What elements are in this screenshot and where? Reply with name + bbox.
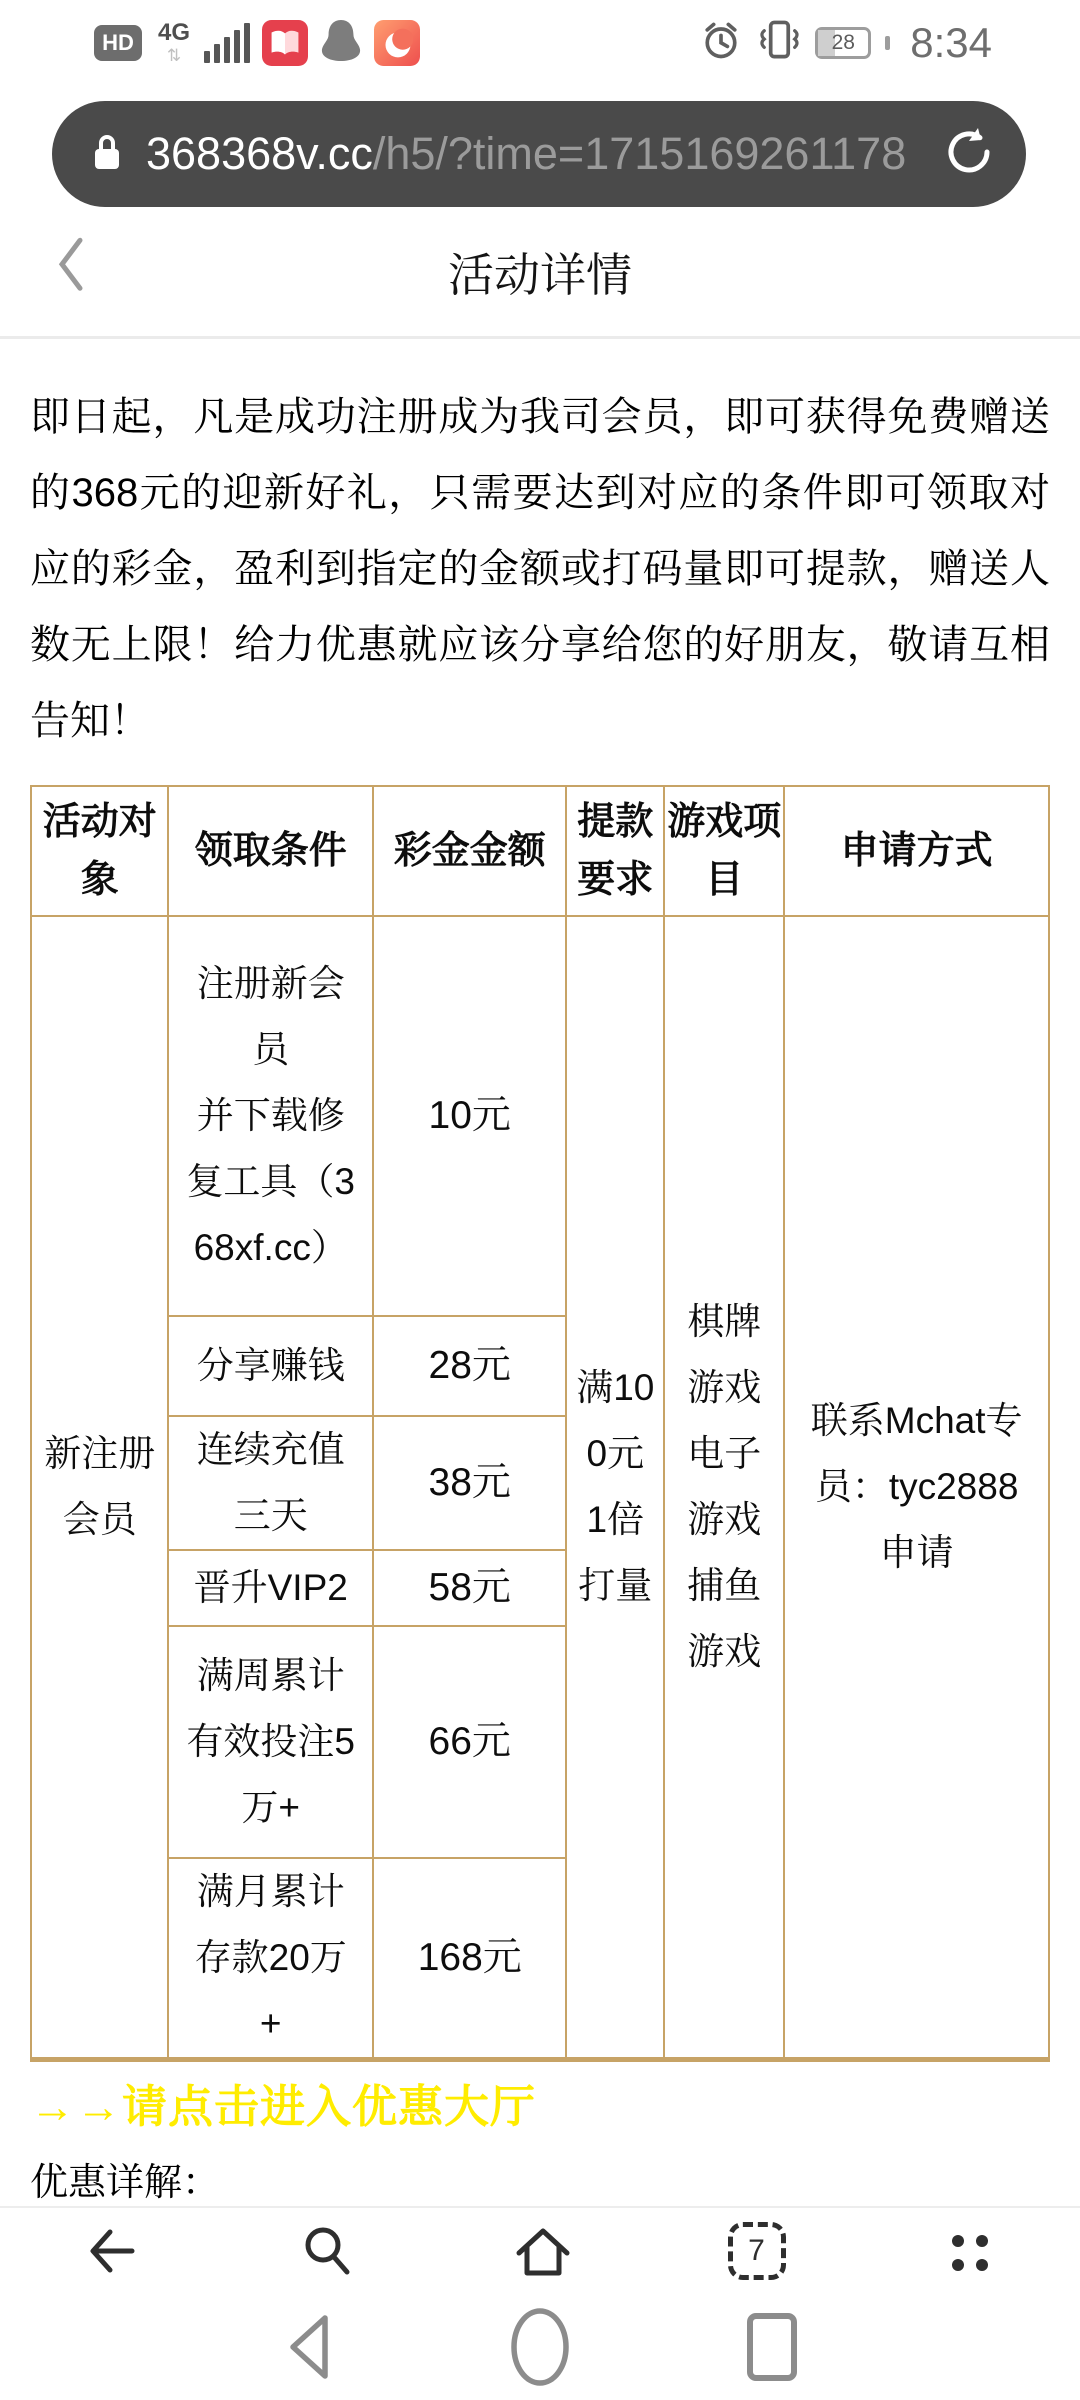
- signal-strength-icon: [204, 23, 250, 63]
- network-type-label: 4G: [158, 19, 191, 47]
- game-item: 捕鱼游戏: [687, 1565, 762, 1673]
- nav-back-icon[interactable]: [279, 2308, 337, 2386]
- page-title: 活动详情: [448, 248, 632, 301]
- col-header-condition: 领取条件: [168, 786, 373, 916]
- col-header-amount: 彩金金额: [373, 786, 566, 916]
- nav-recents-icon[interactable]: [743, 2307, 801, 2387]
- back-icon[interactable]: [52, 234, 88, 299]
- condition-line: 注册新会员: [196, 963, 345, 1071]
- audience-cell: 新注册会员: [31, 916, 168, 2060]
- apply-line: 申请: [879, 1532, 954, 1574]
- battery-icon: [815, 27, 871, 59]
- condition-cell: 晋升VIP2: [168, 1550, 373, 1626]
- condition-cell: 满周累计有效投注5万+: [168, 1626, 373, 1858]
- tab-count: 7: [748, 2233, 765, 2267]
- condition-cell: 连续充值三天: [168, 1416, 373, 1550]
- col-header-audience: 活动对象: [31, 786, 168, 916]
- web-content: [0, 339, 1080, 2206]
- hd-badge: [94, 25, 142, 61]
- reading-app-icon: [262, 20, 308, 66]
- system-nav-bar: [0, 2293, 1080, 2400]
- promo-table: [30, 785, 1050, 2062]
- table-row: [31, 916, 1049, 1316]
- apply-cell: [784, 916, 1049, 2060]
- amount-cell: 38元: [373, 1416, 566, 1550]
- browser-toolbar: [0, 2206, 1080, 2293]
- status-bar: [0, 0, 1080, 85]
- battery-percent: 28: [831, 30, 855, 54]
- data-arrows-icon: ⇅: [166, 46, 182, 66]
- amount-cell: 168元: [373, 1858, 566, 2060]
- hd-label: HD: [102, 29, 134, 55]
- promo-hall-link[interactable]: →→请点击进入优惠大厅: [30, 2081, 537, 2133]
- status-time: 8:34: [910, 18, 992, 66]
- moon-app-icon: [374, 20, 420, 66]
- alarm-clock-icon: [699, 18, 743, 67]
- browser-back-icon[interactable]: [80, 2219, 144, 2283]
- home-icon[interactable]: [509, 2219, 577, 2283]
- detail-heading: 优惠详解：: [30, 2162, 221, 2205]
- game-item: 棋牌游戏: [687, 1301, 762, 1409]
- amount-cell: 28元: [373, 1316, 566, 1416]
- intro-paragraph: 即日起，凡是成功注册成为我司会员，即可获得免费赠送的368元的迎新好礼，只需要达到对应的条件即可领取对应的彩金，盈利到指定的金额或打码量即可提款，赠送人数无上限！给力优惠就应该分享给您的好朋友，敬请互相告知！: [30, 395, 1050, 744]
- url-bar-section: [0, 85, 1080, 207]
- withdraw-line: 满100元: [576, 1367, 655, 1475]
- col-header-apply: 申请方式: [784, 786, 1049, 916]
- condition-line: 并下载修复工具（368xf.cc）: [186, 1095, 356, 1269]
- apply-line: 联系Mchat专员：tyc2888: [810, 1400, 1023, 1508]
- condition-cell: 满月累计存款20万+: [168, 1858, 373, 2060]
- condition-cell: [168, 916, 373, 1316]
- amount-cell: 58元: [373, 1550, 566, 1626]
- search-icon[interactable]: [295, 2219, 359, 2283]
- col-header-games: 游戏项目: [664, 786, 784, 916]
- network-indicator: [158, 21, 190, 64]
- menu-dots-icon[interactable]: [936, 2219, 1000, 2283]
- amount-cell: 10元: [373, 916, 566, 1316]
- url-path: /h5/?time=1715169261178: [372, 128, 907, 180]
- refresh-icon[interactable]: [942, 125, 996, 184]
- withdraw-cell: [566, 916, 664, 2060]
- condition-cell: 分享赚钱: [168, 1316, 373, 1416]
- games-cell: [664, 916, 784, 2060]
- page-header: [0, 207, 1080, 339]
- lock-icon[interactable]: [92, 132, 122, 177]
- amount-cell: 66元: [373, 1626, 566, 1858]
- col-header-withdraw: 提款要求: [566, 786, 664, 916]
- vibrate-mode-icon: [755, 17, 803, 68]
- url-bar[interactable]: [52, 101, 1026, 207]
- tab-count-button[interactable]: [728, 2222, 786, 2280]
- game-item: 电子游戏: [687, 1433, 762, 1541]
- battery-nub: [885, 36, 890, 50]
- withdraw-line: 1倍打量: [578, 1499, 653, 1607]
- nav-home-icon[interactable]: [509, 2307, 571, 2387]
- qq-penguin-icon: [320, 17, 362, 68]
- url-text[interactable]: [146, 128, 942, 180]
- table-header-row: [31, 786, 1049, 916]
- url-host: 368368v.cc: [146, 128, 373, 180]
